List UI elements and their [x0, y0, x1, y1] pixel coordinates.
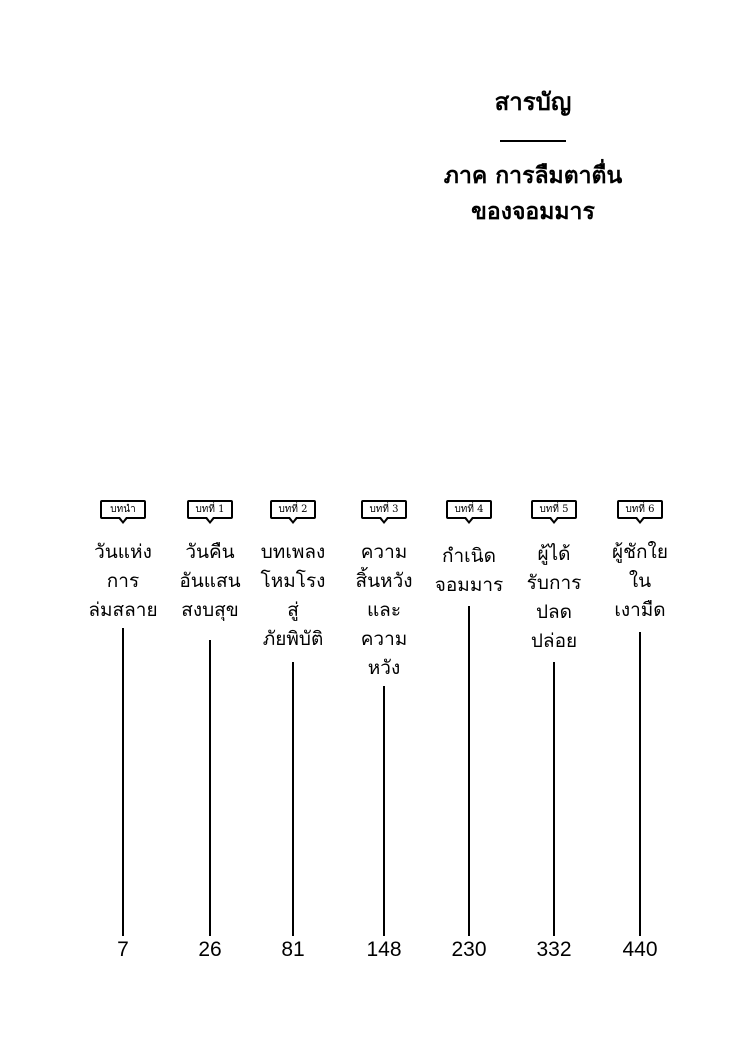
chapter-title-line: อันแสน	[179, 570, 241, 592]
leader-line	[383, 686, 385, 936]
part-title-line-2: ของจอมมาร	[471, 199, 595, 225]
chapter-entry[interactable]	[341, 500, 427, 970]
chapter-tag: บทที่ 5	[531, 500, 577, 519]
leader-line	[468, 606, 470, 936]
chapter-title-line: ปลด	[535, 601, 573, 623]
chapter-title-line: หวัง	[367, 657, 401, 679]
chapter-title-line: วันแห่ง	[94, 541, 152, 563]
chapter-title	[593, 538, 687, 625]
toc-title: สารบัญ	[494, 88, 572, 116]
chapter-title	[76, 538, 170, 625]
chapter-title-line: สู่	[287, 599, 299, 621]
page-number: 148	[366, 938, 402, 961]
page-number: 230	[451, 938, 487, 961]
chapter-tag: บทที่ 6	[617, 500, 663, 519]
chapter-entry[interactable]	[597, 500, 683, 970]
chapter-title-line: ใน	[628, 570, 652, 592]
chapter-title-line: โหมโรง	[260, 570, 326, 592]
chapter-title-line: ผู้ได้	[537, 543, 571, 565]
chapter-title-line: ภัยพิบัติ	[262, 628, 324, 650]
chapter-tag: บทนำ	[100, 500, 146, 519]
leader-line	[209, 640, 211, 936]
chapter-title-line: ล่มสลาย	[88, 599, 158, 621]
chapter-title-line: และ	[366, 599, 402, 621]
chapter-title-line: เงามืด	[614, 599, 666, 621]
leader-line	[292, 662, 294, 936]
chapter-title-line: การ	[106, 570, 140, 592]
chapter-entry[interactable]	[167, 500, 253, 970]
chapter-entry[interactable]	[511, 500, 597, 970]
chapter-title	[246, 538, 340, 654]
chapter-entry[interactable]	[250, 500, 336, 970]
chapter-title-line: รับการ	[526, 572, 582, 594]
page-number: 7	[117, 938, 129, 961]
page-number: 26	[198, 938, 222, 961]
chapter-title-line: ความ	[360, 541, 408, 563]
chapter-title-line: สงบสุข	[181, 599, 239, 621]
chapter-entry[interactable]	[80, 500, 166, 970]
page-number: 332	[536, 938, 572, 961]
chapter-title-line: บทเพลง	[260, 541, 326, 563]
leader-line	[122, 628, 124, 936]
chapter-tag: บทที่ 3	[361, 500, 407, 519]
chapter-title-line: วันคืน	[185, 541, 235, 563]
part-title-line-1: ภาค การลืมตาตื่น	[443, 163, 623, 189]
leader-line	[553, 662, 555, 936]
chapter-title-line: สิ้นหวัง	[355, 570, 413, 592]
page-number: 440	[622, 938, 658, 961]
chapter-tag: บทที่ 2	[270, 500, 316, 519]
chapter-entry[interactable]	[426, 500, 512, 970]
chapter-title-line: กำเนิด	[442, 545, 496, 567]
chapter-tag: บทที่ 4	[446, 500, 492, 519]
chapter-title	[163, 538, 257, 625]
chapter-title	[507, 540, 601, 656]
chapter-title-line: ผู้ชักใย	[612, 541, 668, 563]
chapter-title	[337, 538, 431, 683]
chapter-title-line: จอมมาร	[434, 574, 504, 596]
page-number: 81	[281, 938, 305, 961]
chapter-tag: บทที่ 1	[187, 500, 233, 519]
chapter-title	[422, 542, 516, 600]
chapter-title-line: ปล่อย	[530, 630, 578, 652]
leader-line	[639, 632, 641, 936]
chapter-title-line: ความ	[360, 628, 408, 650]
